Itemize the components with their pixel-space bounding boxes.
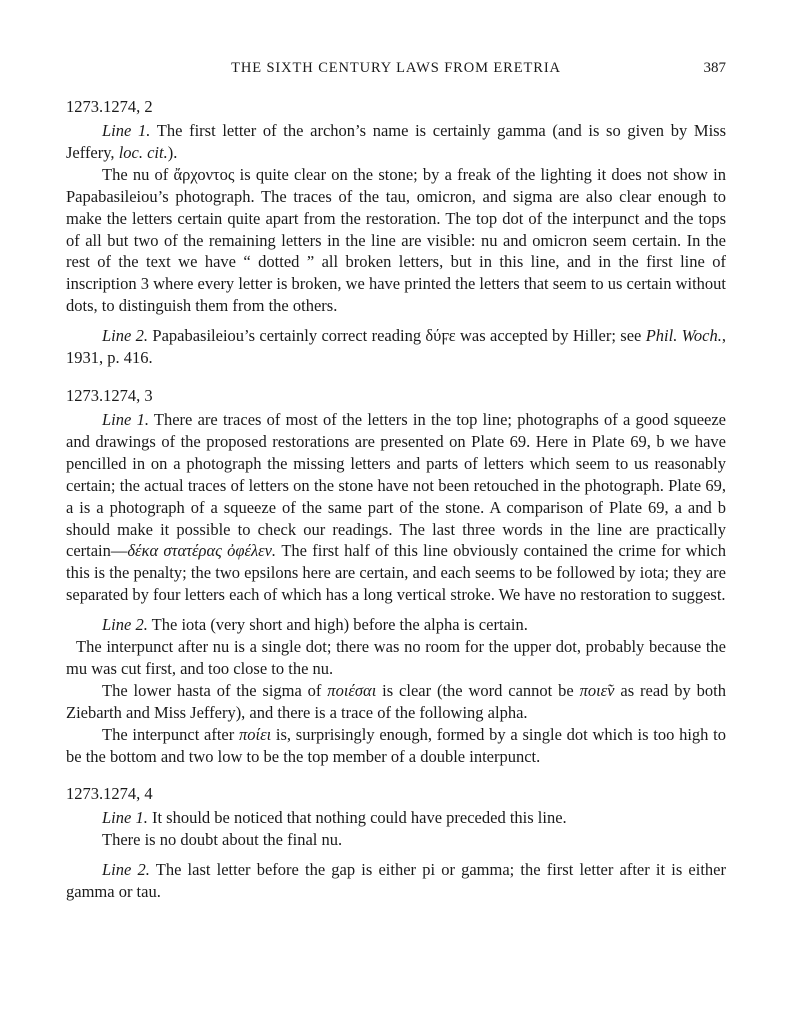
paragraph [66, 807, 726, 829]
paragraph [66, 409, 726, 606]
paragraph-text: as read by both Ziebarth and Miss Jeffery), and there is a trace of the following alpha. [66, 680, 726, 722]
paragraph [66, 859, 726, 903]
paragraph-text: is clear (the word cannot be [376, 680, 580, 700]
paragraph [66, 164, 726, 317]
paragraph-text: The last letter before the gap is either pi or gamma; the first letter after it is either gamma or tau. [66, 860, 726, 902]
page-number: 387 [703, 60, 726, 76]
page [66, 58, 726, 903]
paragraph-text: The interpunct after [102, 724, 239, 744]
greek-phrase: δέκα στατέρας ὀφέλεν. [127, 541, 277, 561]
paragraph [66, 325, 726, 369]
paragraph-text: It should be noticed that nothing could have preceded this line. [147, 808, 567, 828]
paragraph-text: is, surprisingly enough, formed by a single dot which is too high to be the bottom and two low to be the top member of a double interpunct. [66, 724, 726, 766]
citation: Phil. Woch. [645, 326, 722, 346]
paragraph-text: The interpunct after nu is a single dot; there was no room for the upper dot, probably because the mu was cut first, and too close to the nu. [66, 637, 726, 678]
paragraph-text: There is no doubt about the final nu. [102, 830, 343, 850]
paragraph-text: , 1931, p. 416. [66, 326, 726, 368]
paragraph [66, 829, 726, 851]
paragraph-text: The first letter of the archon’s name is certainly gamma (and is so given by Miss Jeffery, [66, 121, 726, 162]
line-label: Line 1. [102, 409, 149, 429]
line-label: Line 1. [102, 808, 148, 828]
running-title: THE SIXTH CENTURY LAWS FROM ERETRIA [231, 60, 561, 76]
paragraph-text: The iota (very short and high) before the alpha is certain. [147, 615, 528, 635]
greek-word: ποιε̃ν [579, 680, 615, 700]
running-head [66, 58, 726, 84]
paragraph-text: The lower hasta of the sigma of [102, 680, 328, 700]
line-label: Line 2. [102, 860, 150, 880]
line-label: Line 2. [102, 615, 148, 635]
paragraph-text: The first half of this line obviously contained the crime for which this is the penalty; the two epsilons here are certain, and each seems to be followed by iota; they are separated by four letters each of which has a long vertical stroke. We have no restoration to suggest. [66, 541, 726, 605]
section-heading: 1273.1274, 2 [66, 97, 153, 116]
citation: loc. cit. [118, 142, 168, 162]
paragraph-text: There are traces of most of the letters in the top line; photographs of a good squeeze and drawings of the proposed restorations are presented on Plate 69. Here in Plate 69, b we have pencilled in on a photograph the missing letters and parts of letters which seem to us reasonably certain; the actual traces of letters on the stone have not been retouched in the photograph. Plate 69, a is a photograph of a squeeze of the same part of the stone. A comparison of Plate 69, a and b should make it possible to check our readings. The last three words in the line are practically certain— [66, 409, 726, 561]
section-heading: 1273.1274, 3 [66, 385, 153, 405]
paragraph-text: ). [167, 142, 178, 162]
paragraph-text: Papabasileiou’s certainly correct reading δύϝε was accepted by Hiller; see [148, 326, 646, 346]
paragraph [66, 680, 726, 724]
line-label: Line 2. [102, 326, 149, 346]
paragraph-text: The nu of ἄρχοντος is quite clear on the stone; by a freak of the lighting it does not show in Papabasileiou’s photograph. The traces of the tau, omicron, and sigma are also clear enough to make the letters certain quite apart from the restoration. The top dot of the interpunct and the tops of all but two of the remaining letters in the line are visible: nu and omicron seem certain. In the rest of the text we have “ dotted ” all broken letters, but in this line, and in the first line of inscription 3 where every letter is broken, we have printed the letters that seem to us certain without dots, to distinguish them from the others. [66, 164, 726, 316]
paragraph [66, 636, 726, 680]
paragraph [66, 724, 726, 768]
greek-word: ποίει [238, 724, 272, 744]
paragraph [66, 614, 726, 636]
line-label: Line 1. [102, 121, 151, 140]
section-heading: 1273.1274, 4 [66, 784, 153, 804]
greek-word: ποιέσαι [327, 680, 377, 700]
paragraph [66, 120, 726, 164]
